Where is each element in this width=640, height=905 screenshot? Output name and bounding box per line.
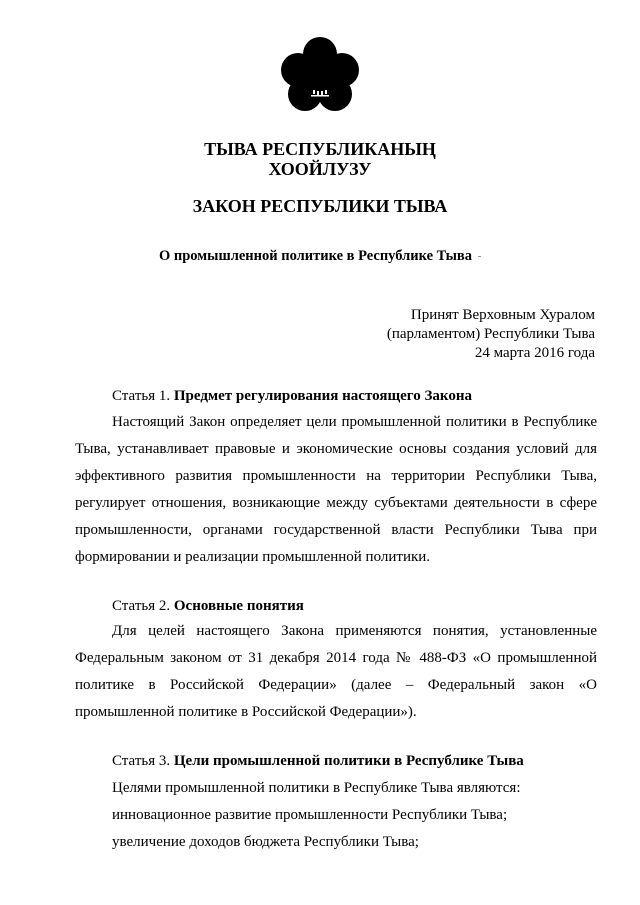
article-2-prefix: Статья 2.: [112, 598, 171, 614]
adoption-note: [387, 306, 595, 363]
adoption-line1: Принят Верховным Хуралом: [410, 307, 595, 323]
article-3-line-2: инновационное развитие промышленности Республики Тыва;: [112, 807, 508, 823]
law-name: [0, 247, 640, 265]
adoption-line2: (парламентом) Республики Тыва: [386, 326, 595, 342]
article-1-text: Настоящий Закон определяет цели промышленной политики в Республике Тыва, устанавливает правовые и экономические основы создания условий для эффективного развития промышленности на территории Республики Тыва, регулирует отношения, возникающие между субъектами деятельности в сфере промышленности, органами государственной власти Республики Тыва при формировании и реализации промышленной политики.: [75, 414, 597, 565]
article-1-prefix: Статья 1.: [112, 388, 171, 404]
article-2-heading: [112, 596, 304, 616]
tuvan-title-line2: ХООЙЛУЗУ: [268, 159, 372, 179]
article-2-text: Для целей настоящего Закона применяются понятия, установленные Федеральным законом от 31 декабря 2014 года № 488-ФЗ «О промышленной политике в Российской Федерации» (далее – Федеральный закон «О промышленной политике в Российской Федерации»).: [75, 623, 597, 720]
article-3-prefix: Статья 3.: [112, 753, 171, 769]
russian-title: ЗАКОН РЕСПУБЛИКИ ТЫВА: [192, 196, 448, 216]
adoption-date: 24 марта 2016 года: [474, 345, 595, 361]
article-3-heading: [112, 751, 524, 771]
scan-mark: [478, 256, 481, 257]
article-3-line-1: Целями промышленной политики в Республике Тыва являются:: [112, 780, 521, 796]
law-name-text: О промышленной политике в Республике Тыва: [158, 248, 473, 264]
article-3-title: Цели промышленной политики в Республике Тыва: [173, 753, 524, 769]
article-1-heading: [112, 386, 472, 406]
article-3-line-3: увеличение доходов бюджета Республики Тыва;: [112, 834, 419, 850]
article-1-title: Предмет регулирования настоящего Закона: [173, 388, 472, 404]
tuva-coat-of-arms-icon: [278, 36, 362, 116]
tuvan-title-line1: ТЫВА РЕСПУБЛИКАНЫҢ: [204, 139, 436, 159]
article-2-title: Основные понятия: [173, 598, 304, 614]
